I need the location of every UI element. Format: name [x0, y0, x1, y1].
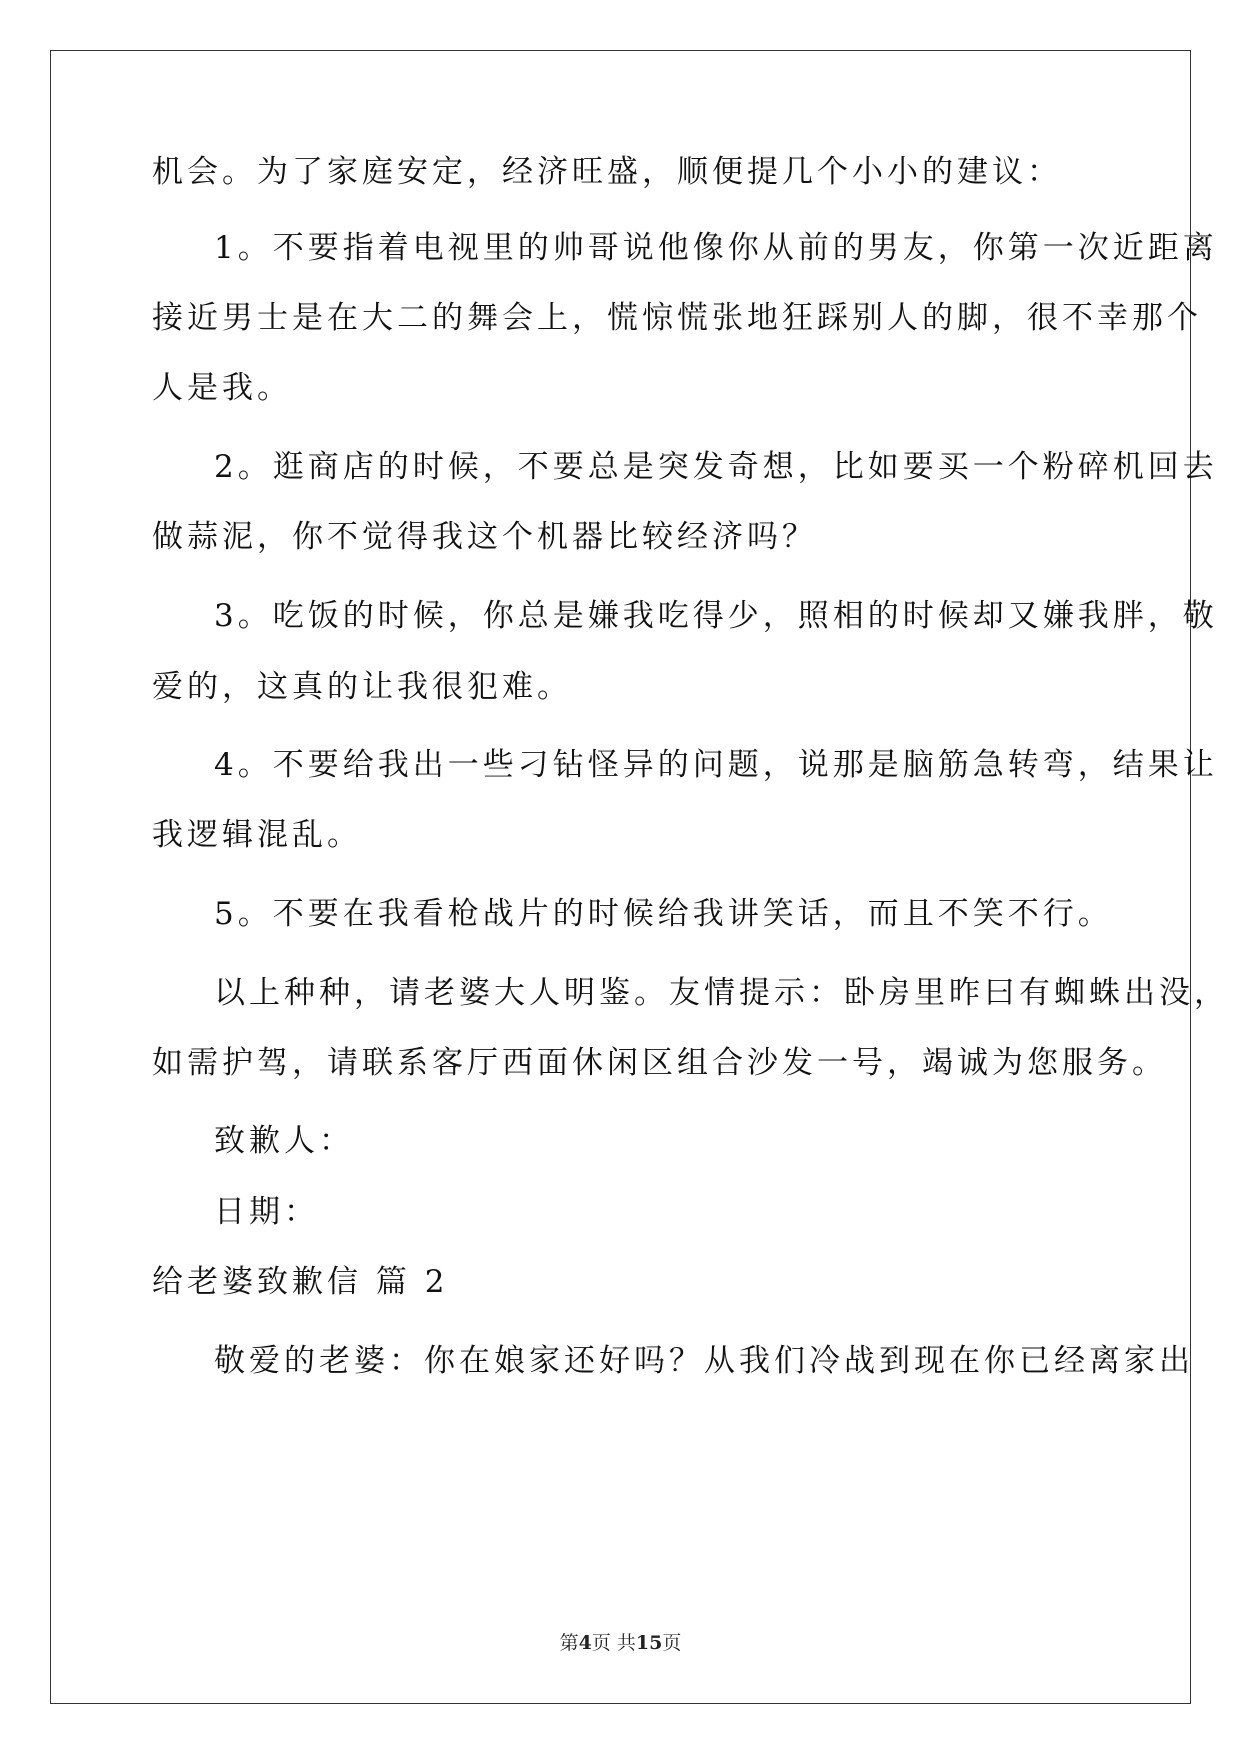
footer-prefix: 第 — [559, 1632, 579, 1654]
footer-total-pages: 15 — [635, 1632, 663, 1654]
text-line: 如需护驾，请联系客厅西面休闲区组合沙发一号，竭诚为您服务。 — [152, 1045, 1167, 1081]
text-line: 以上种种，请老婆大人明鉴。友情提示：卧房里昨曰有蜘蛛出没， — [214, 975, 1229, 1011]
text-line: 接近男士是在大二的舞会上，慌惊慌张地狂踩别人的脚，很不幸那个 — [152, 300, 1202, 336]
page-footer — [0, 1628, 1241, 1655]
text-line: 1。不要指着电视里的帅哥说他像你从前的男友，你第一次近距离 — [214, 230, 1218, 266]
text-line: 做蒜泥，你不觉得我这个机器比较经济吗？ — [152, 519, 817, 555]
footer-mid: 页 共 — [591, 1632, 636, 1654]
text-line: 致歉人： — [214, 1123, 354, 1159]
text-line: 爱的，这真的让我很犯难。 — [152, 669, 572, 705]
text-line: 3。吃饭的时候，你总是嫌我吃得少，照相的时候却又嫌我胖，敬 — [214, 598, 1218, 634]
text-line: 5。不要在我看枪战片的时候给我讲笑话，而且不笑不行。 — [214, 896, 1113, 932]
text-line: 机会。为了家庭安定，经济旺盛，顺便提几个小小的建议： — [152, 154, 1062, 190]
text-line: 人是我。 — [152, 370, 292, 406]
footer-page-number: 4 — [578, 1632, 592, 1654]
text-line: 4。不要给我出一些刁钻怪异的问题，说那是脑筋急转弯，结果让 — [214, 747, 1218, 783]
footer-suffix: 页 — [662, 1632, 682, 1654]
text-line: 2。逛商店的时候，不要总是突发奇想，比如要买一个粉碎机回去 — [214, 449, 1218, 485]
text-line: 日期： — [214, 1194, 319, 1230]
text-line: 敬爱的老婆：你在娘家还好吗？从我们冷战到现在你已经离家出 — [214, 1343, 1194, 1379]
section-heading: 给老婆致歉信 篇 2 — [152, 1264, 449, 1300]
text-line: 我逻辑混乱。 — [152, 817, 362, 853]
